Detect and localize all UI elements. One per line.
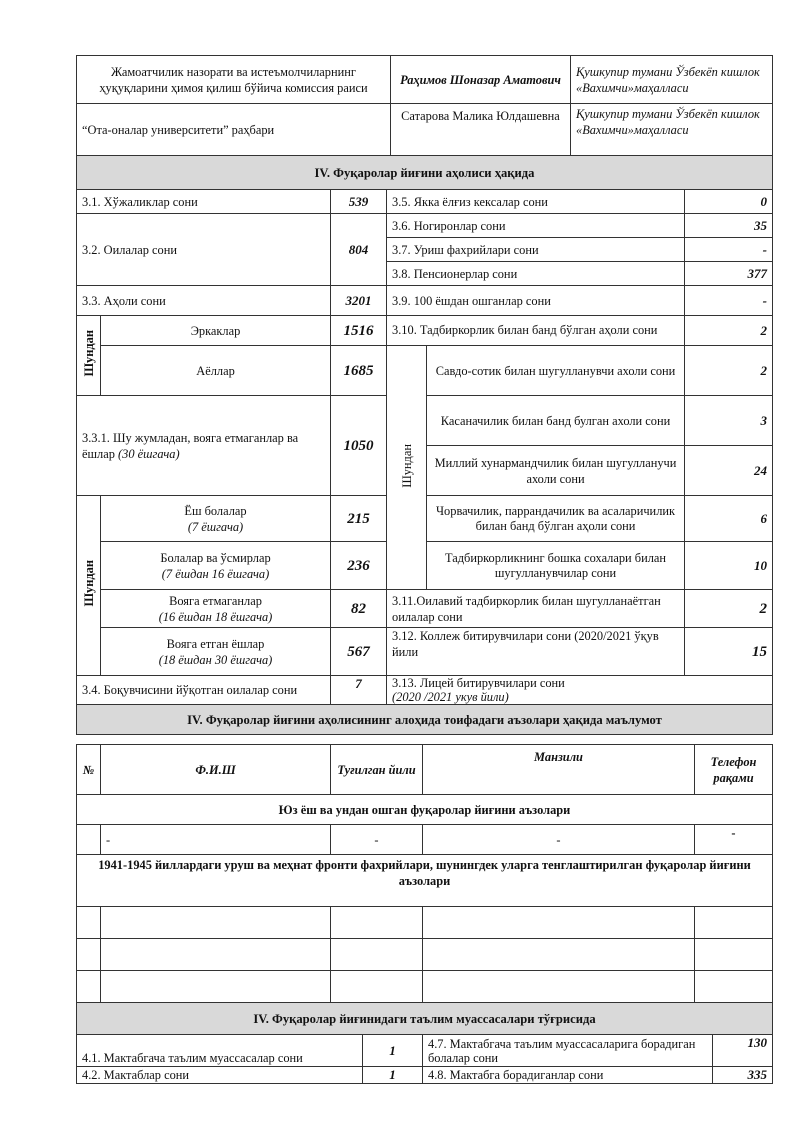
population-label: 3.3. Аҳоли сони (77, 286, 331, 316)
crafts-value: 24 (685, 446, 773, 496)
college-grads-value: 15 (685, 628, 773, 676)
young-adults-label: Вояга етган ёшлар (18 ёшдан 30 ёшгача) (101, 628, 331, 676)
breadwinner-lost-value: 7 (331, 676, 387, 705)
of-which-label-3: Шундан (77, 496, 101, 676)
youth-total-value: 1050 (331, 396, 387, 496)
college-grads-label: 3.12. Коллеж битирувчилари сони (2020/2021 ўқув йили (387, 628, 685, 676)
pensioners-label: 3.8. Пенсионерлар сони (387, 262, 685, 286)
children-teens-label: Болалар ва ўсмирлар (7 ёшдан 16 ёшгача) (101, 542, 331, 590)
centenarian-phone: - (695, 825, 773, 855)
table-row (77, 907, 773, 939)
education-table (76, 1034, 773, 1084)
small-kids-label: Ёш болалар (7 ёшгача) (101, 496, 331, 542)
lonely-elderly-value: 0 (685, 190, 773, 214)
schools-label: 4.2. Мактаблар сони (77, 1067, 363, 1084)
centenarians-value: - (685, 286, 773, 316)
entrepreneurs-value: 2 (685, 316, 773, 346)
livestock-value: 6 (685, 496, 773, 542)
pensioners-value: 377 (685, 262, 773, 286)
section-education-title: IV. Фуқаролар йиғинидаги таълим муассасалари тўғрисида (77, 1003, 773, 1035)
households-label: 3.1. Хўжаликлар сони (77, 190, 331, 214)
war-veterans-value: - (685, 238, 773, 262)
centenarian-birth-year: - (331, 825, 423, 855)
col-full-name: Ф.И.Ш (101, 745, 331, 795)
section-special-members-title: IV. Фуқаролар йиғини аҳолисининг алоҳида тоифадаги аъзолари ҳақида маълумот (77, 705, 773, 735)
commission-chair-name: Раҳимов Шоназар Аматович (391, 56, 571, 104)
lyceum-grads-label: 3.13. Лицей битирувчилари сони (2020 /2021 укув йили) (387, 676, 773, 705)
women-value: 1685 (331, 346, 387, 396)
disabled-label: 3.6. Ногиронлар сони (387, 214, 685, 238)
col-birth-year: Туғилган йили (331, 745, 423, 795)
population-value: 3201 (331, 286, 387, 316)
commission-chair-address: Қушкупир тумани Ўзбекёп кишлок «Вахимчи»маҳалласи (571, 56, 773, 104)
veterans-subheader: 1941-1945 йиллардаги уруш ва меҳнат фронти фахрийлари, шунингдек уларга тенглаштирилган фуқаролар йиғини аъзолари (77, 855, 773, 907)
school-students-value: 335 (713, 1067, 773, 1084)
minors-label: Вояга етмаганлар (16 ёшдан 18 ёшгача) (101, 590, 331, 628)
men-label: Эркаклар (101, 316, 331, 346)
lonely-elderly-label: 3.5. Якка ёлғиз кексалар сони (387, 190, 685, 214)
members-table (76, 744, 773, 1035)
commission-chair-role: Жамоатчилик назорати ва истеъмолчиларнинг ҳуқуқларини ҳимоя қилиш бўйича комиссия раиси (77, 56, 391, 104)
centenarians-subheader: Юз ёш ва ундан ошган фуқаролар йиғини аъзолари (77, 795, 773, 825)
homework-label: Касаначилик билан банд булган ахоли сони (427, 396, 685, 446)
centenarian-address: - (423, 825, 695, 855)
family-business-label: 3.11.Оилавий тадбиркорлик билан шугулланаётган оилалар сони (387, 590, 685, 628)
trade-value: 2 (685, 346, 773, 396)
table-row (77, 939, 773, 971)
parents-university-address: Қушкупир тумани Ўзбекёп кишлок «Вахимчи»маҳалласи (571, 104, 773, 156)
table-row (77, 971, 773, 1003)
col-number: № (77, 745, 101, 795)
small-kids-value: 215 (331, 496, 387, 542)
empty-cell (77, 825, 101, 855)
households-value: 539 (331, 190, 387, 214)
crafts-label: Миллий хунармандчилик билан шугулланучи ахоли сони (427, 446, 685, 496)
family-business-value: 2 (685, 590, 773, 628)
header-table (76, 55, 773, 190)
families-value: 804 (331, 214, 387, 286)
preschool-children-label: 4.7. Мактабгача таълим муассасаларига борадиган болалар сони (423, 1035, 713, 1067)
preschool-children-value: 130 (713, 1035, 773, 1067)
centenarian-name: - (101, 825, 331, 855)
families-label: 3.2. Оилалар сони (77, 214, 331, 286)
men-value: 1516 (331, 316, 387, 346)
homework-value: 3 (685, 396, 773, 446)
parents-university-head-name: Сатарова Малика Юлдашевна (391, 104, 571, 156)
women-label: Аёллар (101, 346, 331, 396)
col-phone: Телефон рақами (695, 745, 773, 795)
livestock-label: Чорвачилик, паррандачилик ва асаларичилик билан банд бўлган аҳоли сони (427, 496, 685, 542)
trade-label: Савдо-сотик билан шугулланувчи ахоли сони (427, 346, 685, 396)
parents-university-role: “Ота-оналар университети” раҳбари (77, 104, 391, 156)
minors-value: 82 (331, 590, 387, 628)
children-teens-value: 236 (331, 542, 387, 590)
war-veterans-label: 3.7. Уриш фахрийлари сони (387, 238, 685, 262)
of-which-label-1: Шундан (77, 316, 101, 396)
section-population-title: IV. Фуқаролар йиғини аҳолиси ҳақида (77, 156, 773, 190)
other-business-value: 10 (685, 542, 773, 590)
of-which-label-2: Шундан (387, 346, 427, 590)
col-address: Манзили (423, 745, 695, 795)
preschools-label: 4.1. Мактабгача таълим муассасалар сони (77, 1035, 363, 1067)
centenarians-label: 3.9. 100 ёшдан ошганлар сони (387, 286, 685, 316)
preschools-value: 1 (363, 1035, 423, 1067)
disabled-value: 35 (685, 214, 773, 238)
young-adults-value: 567 (331, 628, 387, 676)
other-business-label: Тадбиркорликнинг бошка сохалари билан шугулланувчилар сони (427, 542, 685, 590)
entrepreneurs-label: 3.10. Тадбиркорлик билан банд бўлган аҳоли сони (387, 316, 685, 346)
population-table (76, 189, 773, 735)
youth-total-label: 3.3.1. Шу жумладан, вояга етмаганлар ва ёшлар (30 ёшгача) (77, 396, 331, 496)
schools-value: 1 (363, 1067, 423, 1084)
school-students-label: 4.8. Мактабга борадиганлар сони (423, 1067, 713, 1084)
breadwinner-lost-label: 3.4. Боқувчисини йўқотган оилалар сони (77, 676, 331, 705)
